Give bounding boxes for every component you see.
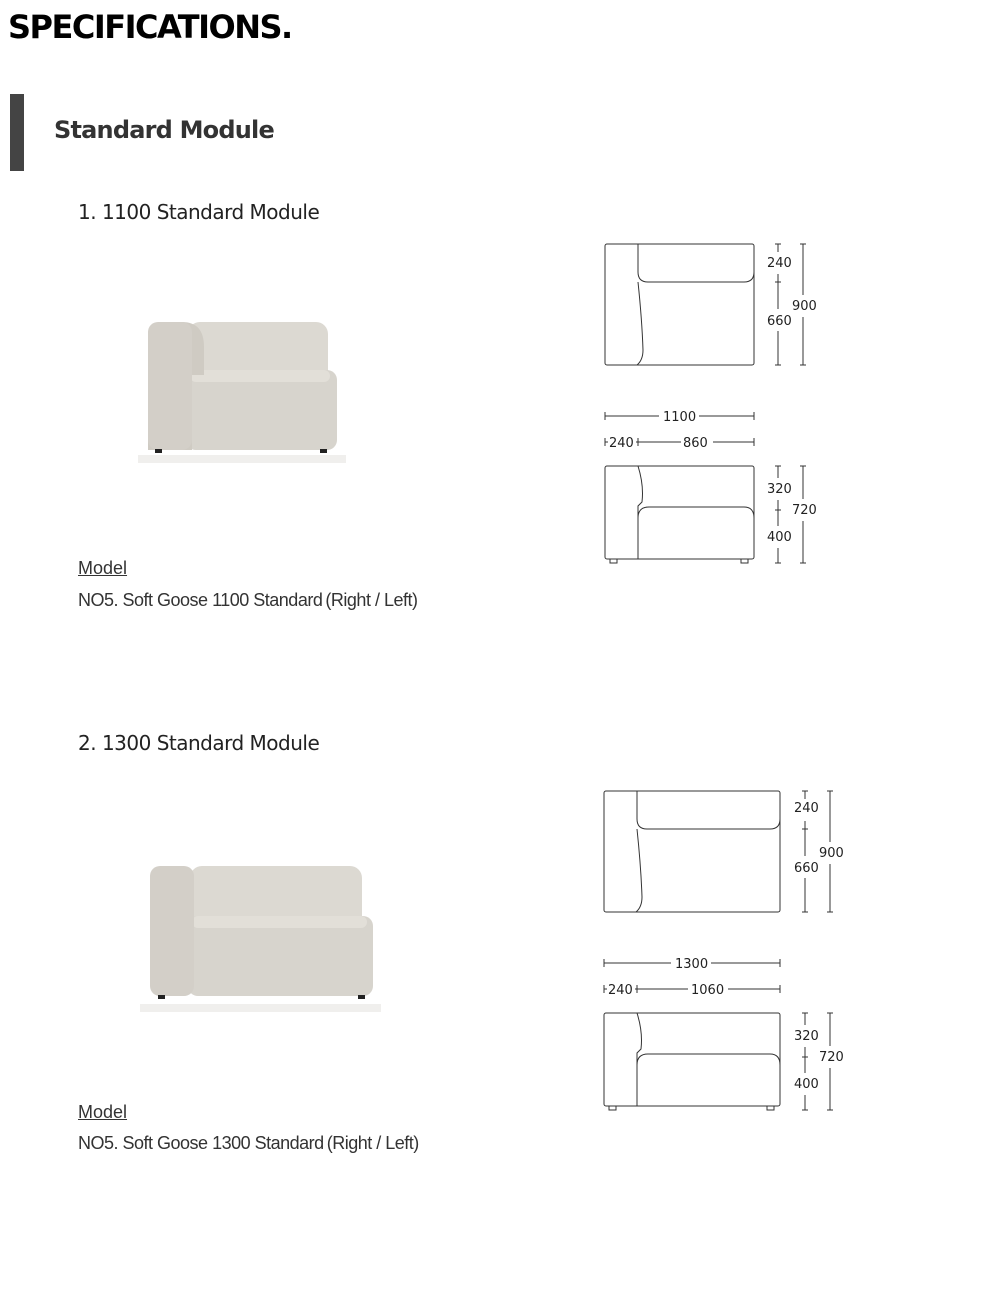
dim-arm-width: 240 [609, 436, 634, 451]
dim-back-height: 320 [794, 1029, 819, 1044]
dim-arm-depth: 240 [794, 801, 819, 816]
dim-total-depth: 900 [819, 846, 844, 861]
module-1300 [0, 731, 1000, 1291]
section-title: Standard Module [54, 116, 274, 144]
sofa-photo [130, 295, 355, 470]
dim-total-height: 720 [819, 1050, 844, 1065]
dim-back-height: 320 [767, 482, 792, 497]
dim-seat-depth: 660 [767, 314, 792, 329]
section-accent-bar [10, 94, 24, 171]
module-heading: 1. 1100 Standard Module [78, 200, 320, 224]
dim-arm-width: 240 [608, 983, 633, 998]
sofa-photo [130, 846, 390, 1021]
module-1100 [0, 200, 1000, 760]
dim-total-width: 1300 [675, 957, 709, 972]
dim-arm-depth: 240 [767, 256, 792, 271]
model-label: Model [78, 1102, 128, 1122]
dim-total-depth: 900 [792, 299, 817, 314]
dim-seat-height: 400 [794, 1077, 819, 1092]
dim-seat-depth: 660 [794, 861, 819, 876]
module-heading: 2. 1300 Standard Module [78, 731, 320, 755]
side-view [604, 1013, 780, 1110]
dim-seat-width: 860 [683, 436, 708, 451]
dimension-drawing [597, 240, 837, 620]
dim-total-height: 720 [792, 503, 817, 518]
top-view [604, 791, 780, 912]
side-view [605, 466, 754, 563]
model-label: Model [78, 558, 128, 578]
dimension-drawing [597, 787, 857, 1167]
model-name: NO5. Soft Goose 1300 Standard (Right / Left) [78, 1133, 419, 1153]
model-name: NO5. Soft Goose 1100 Standard (Right / Left) [78, 590, 418, 610]
page-title: SPECIFICATIONS. [8, 8, 292, 46]
dim-seat-width: 1060 [691, 983, 725, 998]
top-view [605, 244, 754, 365]
dim-total-width: 1100 [663, 410, 697, 425]
dim-seat-height: 400 [767, 530, 792, 545]
